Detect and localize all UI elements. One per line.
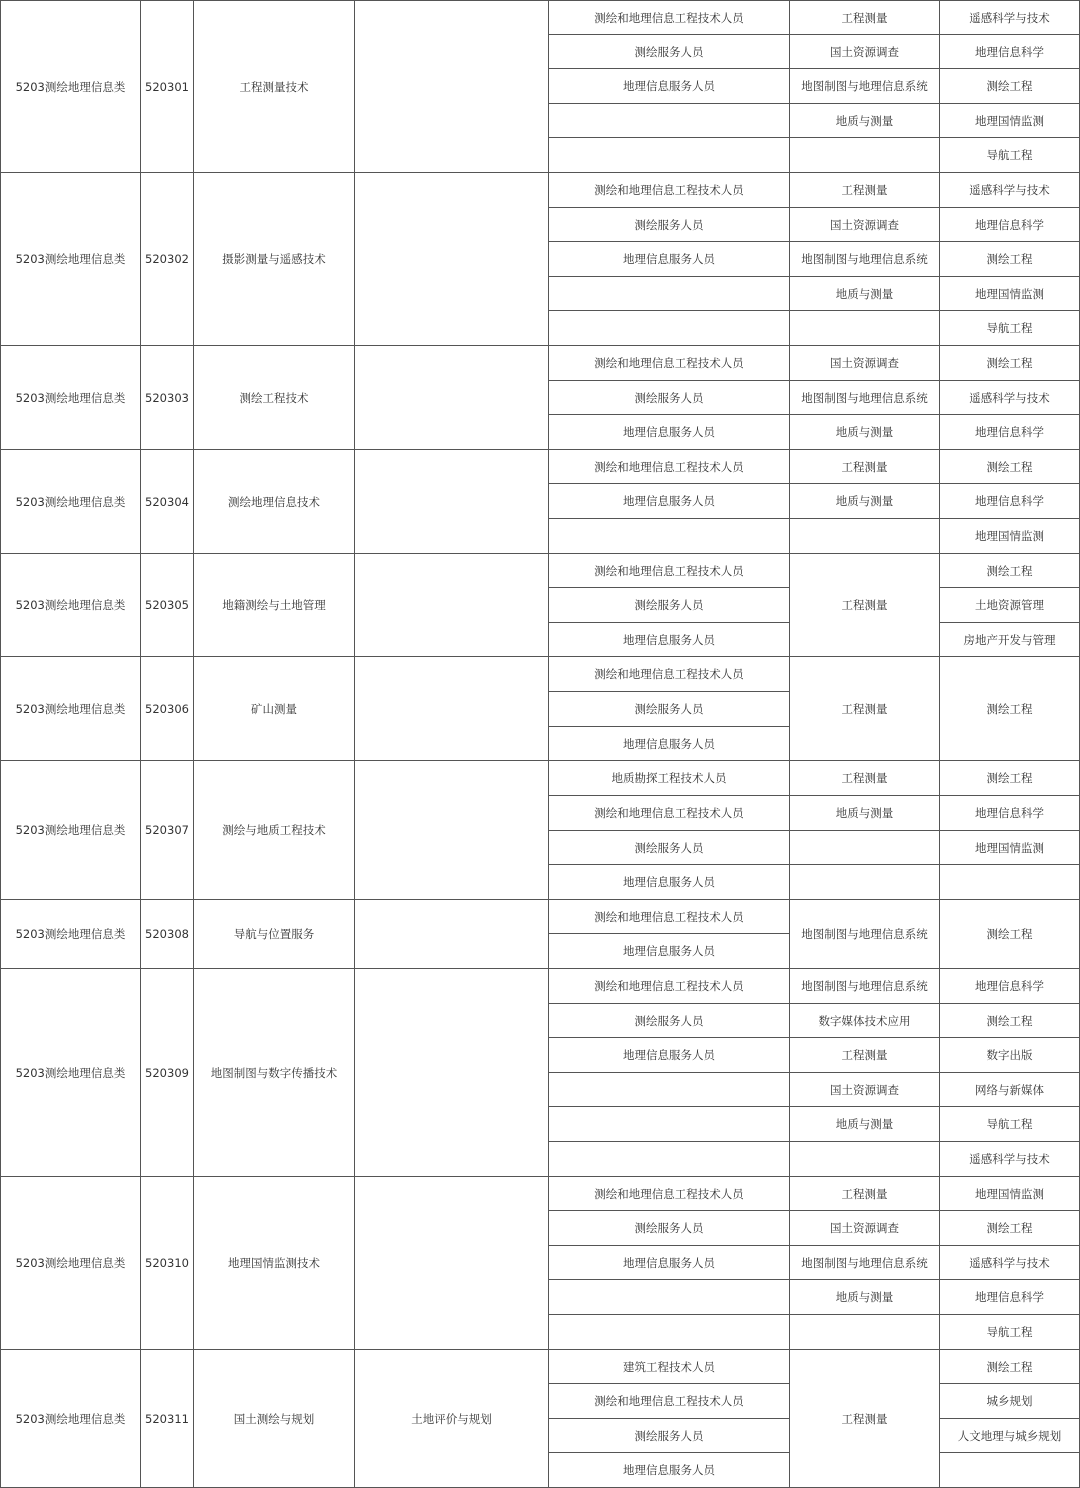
undergrad-major-cell: 地理信息科学 <box>940 208 1080 242</box>
undergrad-major-cell: 地理国情监测 <box>940 277 1080 311</box>
undergrad-major-cell: 城乡规划 <box>940 1384 1080 1419</box>
major-code-cell: 520304 <box>141 450 194 554</box>
undergrad-major-cell: 测绘工程 <box>940 1350 1080 1384</box>
undergrad-major-cell: 地理信息科学 <box>940 969 1080 1004</box>
major-name-cell: 地理国情监测技术 <box>194 1177 355 1350</box>
occupation-cell: 测绘服务人员 <box>549 1211 790 1246</box>
occupation-cell: 测绘和地理信息工程技术人员 <box>549 173 790 208</box>
undergrad-major-cell: 地理国情监测 <box>940 831 1080 865</box>
occupation-cell: 测绘和地理信息工程技术人员 <box>549 657 790 692</box>
occupation-cell: 测绘服务人员 <box>549 1004 790 1038</box>
undergrad-major-cell: 土地资源管理 <box>940 588 1080 623</box>
occupation-cell: 地理信息服务人员 <box>549 727 790 761</box>
secondary-major-cell: 国土资源调查 <box>790 35 940 69</box>
undergrad-major-cell: 地理信息科学 <box>940 1280 1080 1315</box>
major-name-cell: 导航与位置服务 <box>194 900 355 969</box>
undergrad-major-cell: 导航工程 <box>940 1107 1080 1142</box>
secondary-major-cell: 地图制图与地理信息系统 <box>790 900 940 969</box>
secondary-major-cell: 地图制图与地理信息系统 <box>790 381 940 415</box>
undergrad-major-cell: 测绘工程 <box>940 1211 1080 1246</box>
major-name-cell: 地图制图与数字传播技术 <box>194 969 355 1177</box>
major-name-cell: 地籍测绘与土地管理 <box>194 554 355 657</box>
secondary-major-cell: 地质与测量 <box>790 1280 940 1315</box>
undergrad-major-cell: 导航工程 <box>940 138 1080 173</box>
occupation-cell: 地理信息服务人员 <box>549 415 790 450</box>
direction-cell <box>355 900 549 969</box>
occupation-cell <box>549 1073 790 1107</box>
secondary-major-cell: 工程测量 <box>790 0 940 35</box>
secondary-major-cell: 工程测量 <box>790 1038 940 1073</box>
secondary-major-cell: 工程测量 <box>790 1350 940 1488</box>
undergrad-major-cell: 遥感科学与技术 <box>940 1246 1080 1280</box>
major-code-cell: 520303 <box>141 346 194 450</box>
undergrad-major-cell: 地理信息科学 <box>940 484 1080 519</box>
occupation-cell: 建筑工程技术人员 <box>549 1350 790 1384</box>
occupation-cell <box>549 138 790 173</box>
undergrad-major-cell: 测绘工程 <box>940 450 1080 484</box>
undergrad-major-cell: 遥感科学与技术 <box>940 381 1080 415</box>
secondary-major-cell <box>790 519 940 554</box>
direction-cell <box>355 969 549 1177</box>
secondary-major-cell <box>790 831 940 865</box>
major-code-cell: 520307 <box>141 761 194 900</box>
category-cell: 5203测绘地理信息类 <box>0 761 141 900</box>
undergrad-major-cell: 测绘工程 <box>940 900 1080 969</box>
category-cell: 5203测绘地理信息类 <box>0 173 141 346</box>
occupation-cell: 地理信息服务人员 <box>549 242 790 277</box>
major-name-cell: 工程测量技术 <box>194 0 355 173</box>
major-code-cell: 520301 <box>141 0 194 173</box>
occupation-cell: 测绘和地理信息工程技术人员 <box>549 1384 790 1419</box>
secondary-major-cell <box>790 311 940 346</box>
direction-cell <box>355 554 549 657</box>
major-name-cell: 摄影测量与遥感技术 <box>194 173 355 346</box>
occupation-cell: 地理信息服务人员 <box>549 865 790 900</box>
occupation-cell: 地理信息服务人员 <box>549 934 790 969</box>
occupation-cell: 测绘和地理信息工程技术人员 <box>549 900 790 934</box>
occupation-cell <box>549 1315 790 1350</box>
occupation-cell: 测绘服务人员 <box>549 831 790 865</box>
undergrad-major-cell <box>940 865 1080 900</box>
undergrad-major-cell: 测绘工程 <box>940 554 1080 588</box>
secondary-major-cell: 工程测量 <box>790 450 940 484</box>
occupation-cell <box>549 519 790 554</box>
occupation-cell: 测绘和地理信息工程技术人员 <box>549 796 790 831</box>
major-code-cell: 520311 <box>141 1350 194 1488</box>
major-code-cell: 520309 <box>141 969 194 1177</box>
undergrad-major-cell: 测绘工程 <box>940 657 1080 761</box>
category-cell: 5203测绘地理信息类 <box>0 969 141 1177</box>
secondary-major-cell: 地质与测量 <box>790 104 940 138</box>
occupation-cell: 测绘和地理信息工程技术人员 <box>549 554 790 588</box>
occupation-cell: 地理信息服务人员 <box>549 1246 790 1280</box>
undergrad-major-cell: 测绘工程 <box>940 346 1080 381</box>
occupation-cell: 测绘和地理信息工程技术人员 <box>549 1177 790 1211</box>
occupation-cell: 测绘服务人员 <box>549 1419 790 1453</box>
undergrad-major-cell: 网络与新媒体 <box>940 1073 1080 1107</box>
occupation-cell: 测绘和地理信息工程技术人员 <box>549 450 790 484</box>
secondary-major-cell: 国土资源调查 <box>790 1073 940 1107</box>
major-code-cell: 520308 <box>141 900 194 969</box>
category-cell: 5203测绘地理信息类 <box>0 657 141 761</box>
undergrad-major-cell: 遥感科学与技术 <box>940 0 1080 35</box>
secondary-major-cell <box>790 1142 940 1177</box>
undergrad-major-cell: 数字出版 <box>940 1038 1080 1073</box>
undergrad-major-cell: 测绘工程 <box>940 242 1080 277</box>
secondary-major-cell: 地图制图与地理信息系统 <box>790 69 940 104</box>
occupation-cell: 测绘服务人员 <box>549 208 790 242</box>
category-cell: 5203测绘地理信息类 <box>0 1177 141 1350</box>
occupation-cell <box>549 1107 790 1142</box>
undergrad-major-cell: 地理信息科学 <box>940 415 1080 450</box>
occupation-cell: 地质勘探工程技术人员 <box>549 761 790 796</box>
direction-cell <box>355 450 549 554</box>
secondary-major-cell: 地质与测量 <box>790 1107 940 1142</box>
undergrad-major-cell: 导航工程 <box>940 1315 1080 1350</box>
occupation-cell: 地理信息服务人员 <box>549 69 790 104</box>
occupation-cell: 测绘和地理信息工程技术人员 <box>549 346 790 381</box>
occupation-cell: 地理信息服务人员 <box>549 484 790 519</box>
occupation-cell: 测绘服务人员 <box>549 35 790 69</box>
undergrad-major-cell: 地理国情监测 <box>940 1177 1080 1211</box>
secondary-major-cell: 地图制图与地理信息系统 <box>790 242 940 277</box>
major-code-cell: 520305 <box>141 554 194 657</box>
direction-cell <box>355 657 549 761</box>
occupation-cell: 测绘和地理信息工程技术人员 <box>549 969 790 1004</box>
occupation-cell <box>549 104 790 138</box>
major-name-cell: 矿山测量 <box>194 657 355 761</box>
category-cell: 5203测绘地理信息类 <box>0 554 141 657</box>
major-name-cell: 测绘与地质工程技术 <box>194 761 355 900</box>
undergrad-major-cell: 测绘工程 <box>940 69 1080 104</box>
undergrad-major-cell: 地理信息科学 <box>940 796 1080 831</box>
secondary-major-cell <box>790 1315 940 1350</box>
occupation-cell: 测绘服务人员 <box>549 692 790 727</box>
major-name-cell: 测绘地理信息技术 <box>194 450 355 554</box>
direction-cell <box>355 761 549 900</box>
occupation-cell <box>549 277 790 311</box>
occupation-cell: 地理信息服务人员 <box>549 1453 790 1488</box>
secondary-major-cell: 地质与测量 <box>790 796 940 831</box>
direction-cell: 土地评价与规划 <box>355 1350 549 1488</box>
occupation-cell: 测绘和地理信息工程技术人员 <box>549 0 790 35</box>
category-cell: 5203测绘地理信息类 <box>0 900 141 969</box>
secondary-major-cell: 地质与测量 <box>790 277 940 311</box>
secondary-major-cell: 国土资源调查 <box>790 208 940 242</box>
undergrad-major-cell: 测绘工程 <box>940 761 1080 796</box>
direction-cell <box>355 0 549 173</box>
occupation-cell: 地理信息服务人员 <box>549 623 790 657</box>
secondary-major-cell: 工程测量 <box>790 1177 940 1211</box>
undergrad-major-cell: 房地产开发与管理 <box>940 623 1080 657</box>
direction-cell <box>355 1177 549 1350</box>
major-code-cell: 520310 <box>141 1177 194 1350</box>
occupation-cell <box>549 311 790 346</box>
undergrad-major-cell: 测绘工程 <box>940 1004 1080 1038</box>
direction-cell <box>355 173 549 346</box>
occupation-cell <box>549 1142 790 1177</box>
category-cell: 5203测绘地理信息类 <box>0 1350 141 1488</box>
secondary-major-cell <box>790 138 940 173</box>
secondary-major-cell: 地图制图与地理信息系统 <box>790 969 940 1004</box>
secondary-major-cell: 地图制图与地理信息系统 <box>790 1246 940 1280</box>
occupation-cell: 测绘服务人员 <box>549 588 790 623</box>
secondary-major-cell: 地质与测量 <box>790 415 940 450</box>
major-code-cell: 520306 <box>141 657 194 761</box>
occupation-cell: 地理信息服务人员 <box>549 1038 790 1073</box>
category-cell: 5203测绘地理信息类 <box>0 450 141 554</box>
secondary-major-cell: 国土资源调查 <box>790 1211 940 1246</box>
undergrad-major-cell <box>940 1453 1080 1488</box>
occupation-cell: 测绘服务人员 <box>549 381 790 415</box>
secondary-major-cell: 工程测量 <box>790 173 940 208</box>
category-cell: 5203测绘地理信息类 <box>0 346 141 450</box>
undergrad-major-cell: 人文地理与城乡规划 <box>940 1419 1080 1453</box>
undergrad-major-cell: 地理国情监测 <box>940 104 1080 138</box>
secondary-major-cell: 工程测量 <box>790 761 940 796</box>
undergrad-major-cell: 地理信息科学 <box>940 35 1080 69</box>
occupation-cell <box>549 1280 790 1315</box>
undergrad-major-cell: 地理国情监测 <box>940 519 1080 554</box>
secondary-major-cell: 地质与测量 <box>790 484 940 519</box>
undergrad-major-cell: 遥感科学与技术 <box>940 173 1080 208</box>
secondary-major-cell: 数字媒体技术应用 <box>790 1004 940 1038</box>
secondary-major-cell: 工程测量 <box>790 554 940 657</box>
undergrad-major-cell: 遥感科学与技术 <box>940 1142 1080 1177</box>
direction-cell <box>355 346 549 450</box>
secondary-major-cell <box>790 865 940 900</box>
undergrad-major-cell: 导航工程 <box>940 311 1080 346</box>
major-name-cell: 国土测绘与规划 <box>194 1350 355 1488</box>
secondary-major-cell: 工程测量 <box>790 657 940 761</box>
category-cell: 5203测绘地理信息类 <box>0 0 141 173</box>
major-code-cell: 520302 <box>141 173 194 346</box>
major-name-cell: 测绘工程技术 <box>194 346 355 450</box>
secondary-major-cell: 国土资源调查 <box>790 346 940 381</box>
